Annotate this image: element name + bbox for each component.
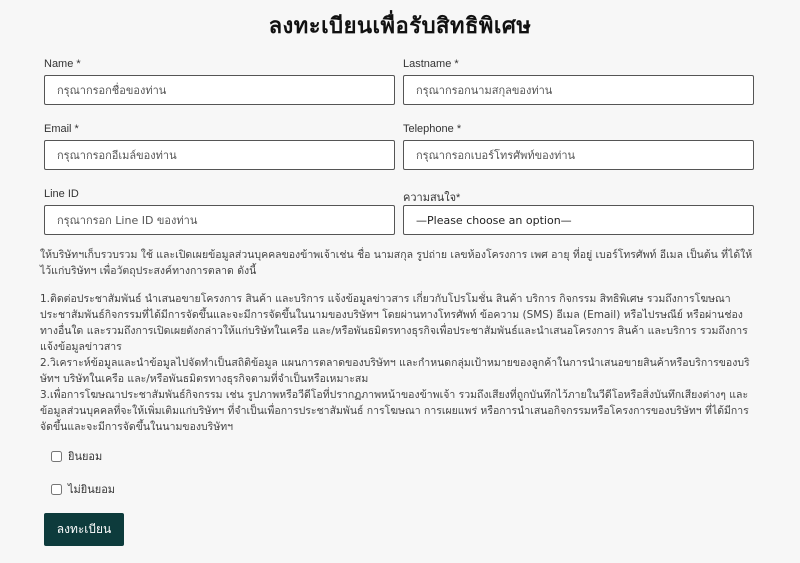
name-field-group: [44, 58, 394, 105]
interest-selected-value: —Please choose an option—: [416, 213, 572, 227]
consent-item-2: 2.วิเคราะห์ข้อมูลและนำข้อมูลไปจัดทำเป็นสถิติข้อมูล แผนการตลาดของบริษัทฯ และกำหนดกลุ่มเป้าหมายของลูกค้าในการนำเสนอขายสินค้าหรือบริการของบริษัทฯ บริษัทในเครือ และ/หรือพันธมิตรทางธุรกิจตามที่จำเป็นหรือเหมาะสม: [40, 357, 750, 385]
email-field-group: [44, 123, 394, 170]
consent-items: [40, 291, 760, 435]
interest-label: ความสนใจ*: [403, 192, 461, 204]
lastname-label: Lastname *: [403, 58, 459, 70]
interest-select[interactable]: [403, 205, 754, 235]
lastname-input[interactable]: [403, 75, 754, 105]
consent-intro-text: ให้บริษัทฯเก็บรวบรวม ใช้ และเปิดเผยข้อมูลส่วนบุคคลของข้าพเจ้าเช่น ชื่อ นามสกุล รูปถ่าย เลขห้องโครงการ เพศ อายุ ที่อยู่ เบอร์โทรศัพท์ อีเมล เป็นต้น ที่ได้ให้ไว้แก่บริษัทฯ เพื่อวัตถุประสงค์ทางการตลาด ดังนี้: [40, 249, 753, 277]
decline-option[interactable]: [51, 480, 115, 498]
consent-item-1: 1.ติดต่อประชาสัมพันธ์ นำเสนอขายโครงการ สินค้า และบริการ แจ้งข้อมูลข่าวสาร เกี่ยวกับโปรโมชั่น สินค้า บริการ กิจกรรม สิทธิพิเศษ รวมถึงการโฆษณาประชาสัมพันธ์กิจกรรมที่ได้มีการจัดขึ้นและจะมีการจัดขึ้นในนามของบริษัทฯ โดยผ่านทางโทรศัพท์ ข้อความ (SMS) อีเมล (Email) หรือไปรษณีย์ หรือผ่านช่องทางอื่นใด และรวมถึงการเปิดเผยดังกล่าวให้แก่บริษัทในเครือ และ/หรือพันธมิตรทางธุรกิจเพื่อประชาสัมพันธ์และนำเสนอโครงการ สินค้า และบริการ รวมถึงการแจ้งข้อมูลข่าวสาร: [40, 293, 748, 353]
name-input[interactable]: [44, 75, 395, 105]
decline-label: ไม่ยินยอม: [68, 483, 116, 496]
line-id-input[interactable]: [44, 205, 395, 235]
interest-field-group: [403, 188, 753, 235]
register-button[interactable]: ลงทะเบียน: [44, 513, 124, 546]
consent-intro: [40, 247, 760, 279]
telephone-input[interactable]: [403, 140, 754, 170]
decline-checkbox[interactable]: [51, 484, 62, 495]
name-label: Name *: [44, 58, 81, 70]
telephone-field-group: [403, 123, 753, 170]
page-title: ลงทะเบียนเพื่อรับสิทธิพิเศษ: [268, 14, 532, 39]
accept-option[interactable]: [51, 447, 102, 465]
accept-label: ยินยอม: [68, 450, 103, 463]
email-label: Email *: [44, 123, 79, 135]
email-input[interactable]: [44, 140, 395, 170]
line-id-label: Line ID: [44, 188, 79, 200]
accept-checkbox[interactable]: [51, 451, 62, 462]
lastname-field-group: [403, 58, 753, 105]
consent-item-3: 3.เพื่อการโฆษณาประชาสัมพันธ์กิจกรรม เช่น รูปภาพหรือวีดีโอที่ปรากฏภาพหน้าของข้าพเจ้า รวมถึงเสียงที่ถูกบันทึกไว้ภายในวีดีโอหรือสิ่งบันทึกเสียงต่างๆ และข้อมูลส่วนบุคคลที่จะให้เพิ่มเติมแก่บริษัทฯ ที่จำเป็นเพื่อการประชาสัมพันธ์ การโฆษณา การเผยแพร่ หรือการนำเสนอกิจกรรมหรือโครงการของบริษัทฯ ที่ได้มีการจัดขึ้นและจะมีการจัดขึ้นในนามของบริษัทฯ: [40, 389, 749, 433]
line-id-field-group: [44, 188, 394, 235]
telephone-label: Telephone *: [403, 123, 462, 135]
